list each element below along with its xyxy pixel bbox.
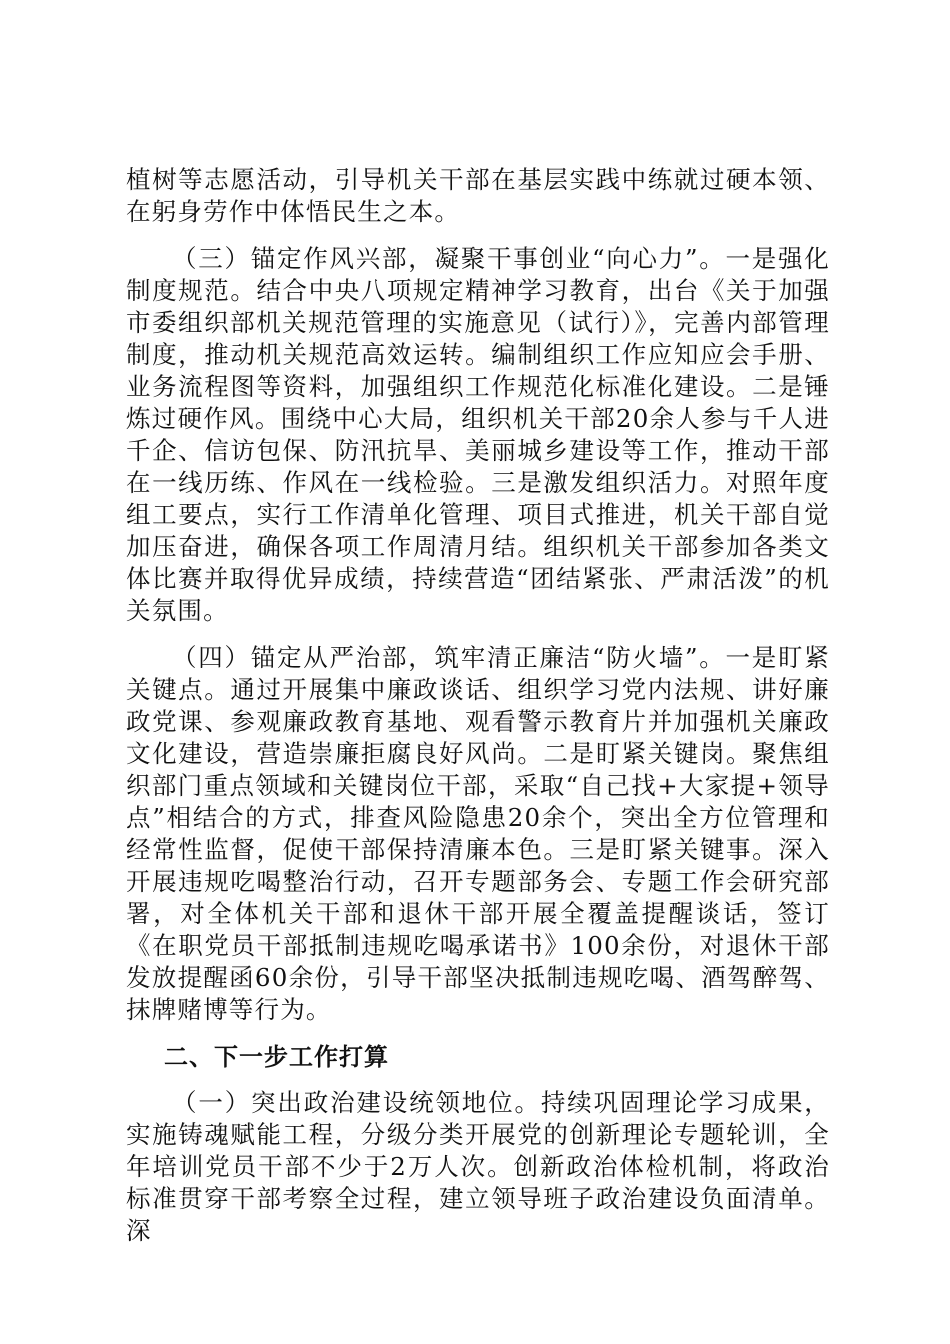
paragraph-next-step-one: （一）突出政治建设统领地位。持续巩固理论学习成果，实施铸魂赋能工程，分级分类开展党的创新理论专题轮训，全年培训党员干部不少于2万人次。创新政治体检机制，将政治标准贯穿干部考察全过程，建立领导班子政治建设负面清单。深	[126, 1088, 830, 1245]
document-page	[126, 164, 830, 1262]
section-heading-next-steps: 二、下一步工作打算	[164, 1043, 389, 1071]
paragraph-continuation: 植树等志愿活动，引导机关干部在基层实践中练就过硬本领、在躬身劳作中体悟民生之本。	[126, 165, 830, 226]
paragraph-section-four: （四）锚定从严治部，筑牢清正廉洁“防火墙”。一是盯紧关键点。通过开展集中廉政谈话、组织学习党内法规、讲好廉政党课、参观廉政教育基地、观看警示教育片并加强机关廉政文化建设，营造崇廉拒腐良好风尚。二是盯紧关键岗。聚焦组织部门重点领域和关键岗位干部，采取“自己找+大家提+领导点”相结合的方式，排查风险隐患20余个，突出全方位管理和经常性监督，促使干部保持清廉本色。三是盯紧关键事。深入开展违规吃喝整治行动，召开专题部务会、专题工作会研究部署，对全体机关干部和退休干部开展全覆盖提醒谈话，签订《在职党员干部抵制违规吃喝承诺书》100余份，对退休干部发放提醒函60余份，引导干部坚决抵制违规吃喝、酒驾醉驾、抹牌赌博等行为。	[126, 643, 830, 1024]
paragraph-section-three: （三）锚定作风兴部，凝聚干事创业“向心力”。一是强化制度规范。结合中央八项规定精神学习教育，出台《关于加强市委组织部机关规范管理的实施意见（试行）》，完善内部管理制度，推动机关规范高效运转。编制组织工作应知应会手册、业务流程图等资料，加强组织工作规范化标准化建设。二是锤炼过硬作风。围绕中心大局，组织机关干部20余人参与千人进千企、信访包保、防汛抗旱、美丽城乡建设等工作，推动干部在一线历练、作风在一线检验。三是激发组织活力。对照年度组工要点，实行工作清单化管理、项目式推进，机关干部自觉加压奋进，确保各项工作周清月结。组织机关干部参加各类文体比赛并取得优异成绩，持续营造“团结紧张、严肃活泼”的机关氛围。	[126, 244, 830, 625]
